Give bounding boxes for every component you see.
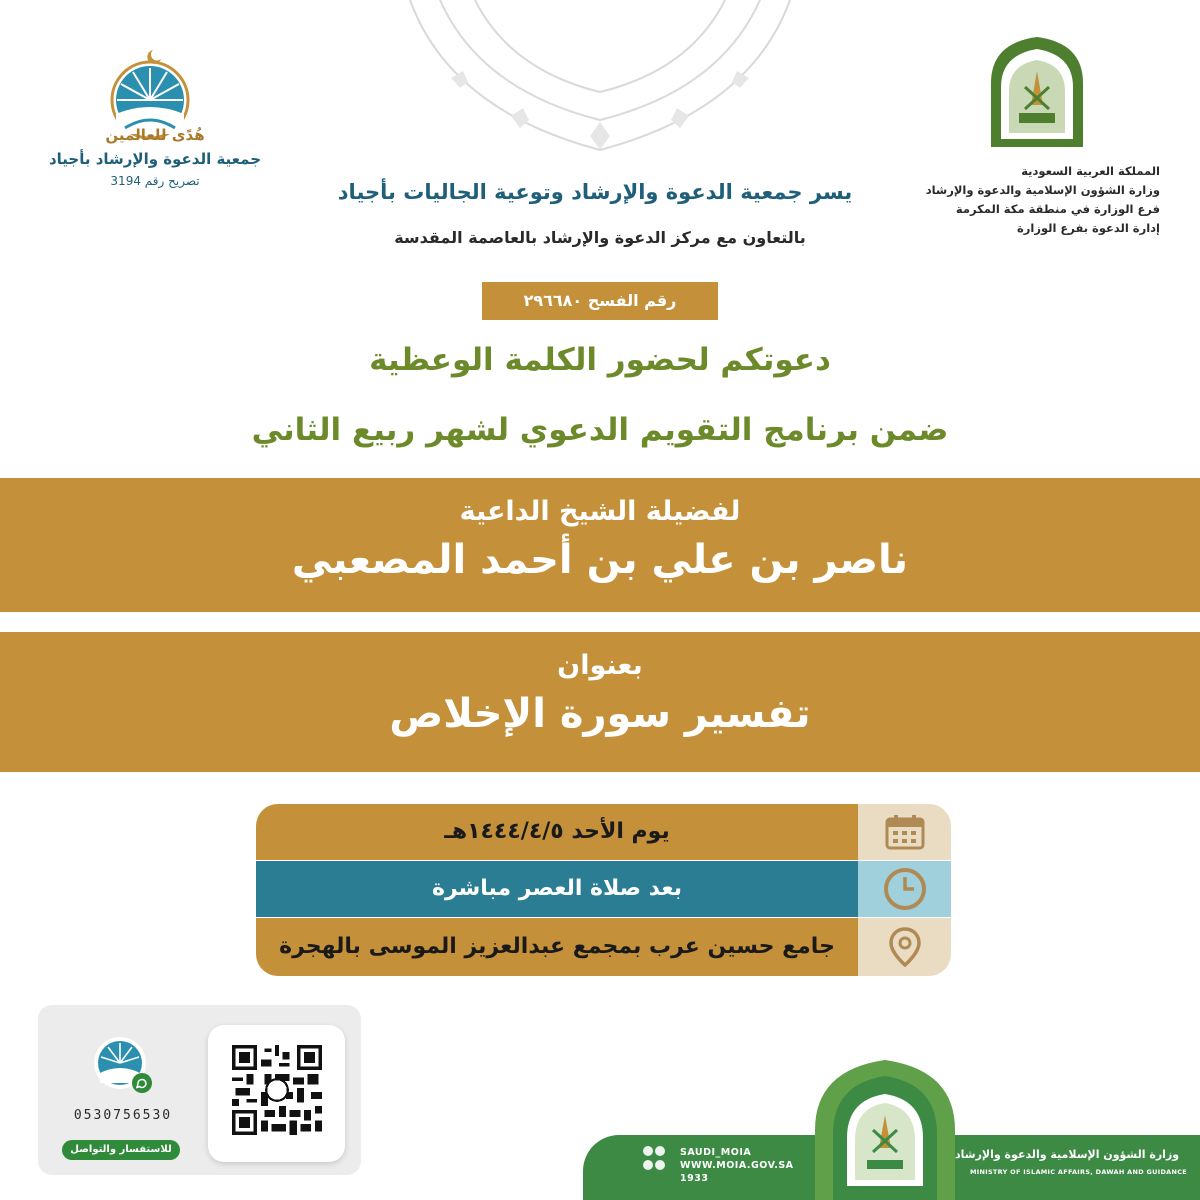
phone-number: 0530756530 — [73, 1108, 173, 1123]
footer-links — [680, 1146, 800, 1185]
contact-badge: للاستفسار والتواصل — [62, 1140, 180, 1160]
date-text: يوم الأحد ١٤٤٤/٤/٥هـ — [256, 804, 858, 860]
calendar-icon — [858, 804, 951, 860]
speaker-name: ناصر بن علي بن أحمد المصعبي — [291, 537, 909, 583]
invite-line-2: ضمن برنامج التقويم الدعوي لشهر ربيع الثاني — [251, 412, 949, 448]
ministry-line: إدارة الدعوة بفرع الوزارة — [1016, 221, 1160, 235]
topic-title: تفسير سورة الإخلاص — [389, 691, 811, 737]
ministry-text-block — [900, 162, 1160, 238]
footer-ministry-english: MINISTRY OF ISLAMIC AFFAIRS, DAWAH AND GUIDANCE — [970, 1168, 1188, 1176]
event-details-card — [256, 804, 951, 976]
ministry-line: المملكة العربية السعودية — [1021, 164, 1160, 178]
qr-code — [232, 1045, 322, 1135]
footer-number: 1933 — [680, 1173, 709, 1184]
speaker-label: لفضيلة الشيخ الداعية — [459, 496, 741, 527]
footer-website[interactable]: WWW.MOIA.GOV.SA — [680, 1160, 794, 1171]
topic-label: بعنوان — [557, 650, 643, 681]
footer-ministry-arabic: وزارة الشؤون الإسلامية والدعوة والإرشاد — [955, 1148, 1180, 1161]
social-media-icons — [642, 1145, 666, 1189]
location-text: جامع حسين عرب بمجمع عبدالعزيز الموسى بالهجرة — [256, 918, 858, 976]
invite-line-1: دعوتكم لحضور الكلمة الوعظية — [369, 342, 831, 378]
map-pin-icon — [858, 918, 951, 976]
clock-icon — [858, 861, 951, 917]
decorative-ornament — [390, 0, 810, 170]
time-row — [256, 861, 951, 917]
subheadline: بالتعاون مع مركز الدعوة والإرشاد بالعاصمة المقدسة — [394, 228, 806, 247]
ministry-emblem-logo — [985, 35, 1090, 150]
association-name: جمعية الدعوة والإرشاد بأجياد — [48, 150, 262, 168]
ministry-line: وزارة الشؤون الإسلامية والدعوة والإرشاد — [925, 183, 1160, 197]
location-row — [256, 918, 951, 976]
permit-badge: رقم الفسح ٢٩٦٦٨٠ — [482, 282, 718, 320]
association-whatsapp-logo — [92, 1035, 154, 1097]
time-text: بعد صلاة العصر مباشرة — [256, 861, 858, 917]
association-slogan: هُدًى للعالمين — [105, 126, 205, 144]
topic-band — [0, 632, 1200, 772]
footer-handle[interactable]: SAUDI_MOIA — [680, 1147, 752, 1158]
ministry-footer-emblem — [815, 1060, 955, 1200]
ministry-line: فرع الوزارة في منطقة مكة المكرمة — [955, 202, 1160, 216]
headline: يسر جمعية الدعوة والإرشاد وتوعية الجاليات بأجياد — [337, 180, 853, 204]
association-license: تصريح رقم 3194 — [110, 174, 200, 188]
speaker-band — [0, 478, 1200, 612]
date-row — [256, 804, 951, 860]
